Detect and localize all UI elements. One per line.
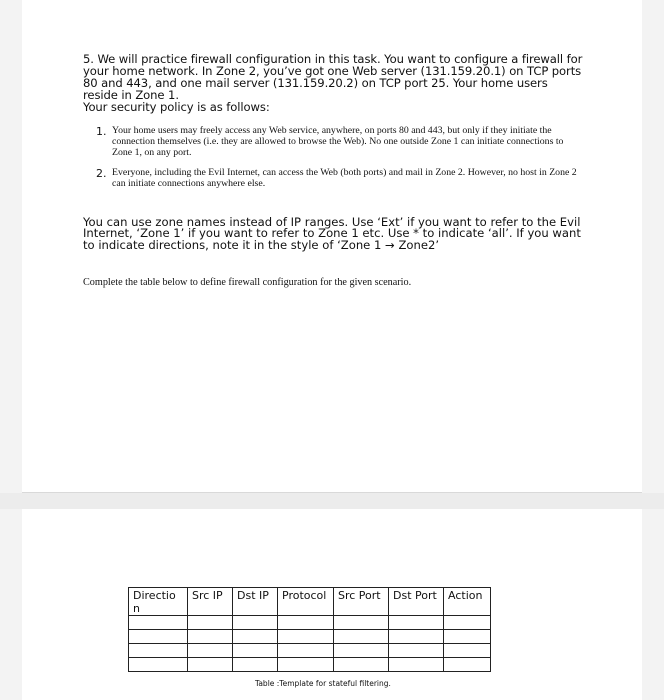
table-cell[interactable] [188, 630, 233, 644]
table-cell[interactable] [278, 616, 334, 630]
table-cell[interactable] [389, 658, 444, 672]
table-cell[interactable] [233, 658, 278, 672]
table-cell[interactable] [188, 616, 233, 630]
table-cell[interactable] [389, 616, 444, 630]
table-cell[interactable] [444, 630, 491, 644]
table-cell[interactable] [444, 658, 491, 672]
rule-text: Everyone, including the Evil Internet, can access the Web (both ports) and mail in Zone 2. However, no host in Zone 2 can initiate connections anywhere else. [112, 167, 577, 189]
table-cell[interactable] [233, 630, 278, 644]
policy-rule [96, 125, 586, 158]
table-cell[interactable] [444, 616, 491, 630]
zone-note: You can use zone names instead of IP ranges. Use ‘Ext’ if you want to refer to the Evil Internet, ‘Zone 1’ if you want to refer to Zone 1 etc. Use * to indicate ‘all’. If you want to indicate directions, note it in the style of ‘Zone 1 → Zone2’ [83, 214, 581, 252]
table-cell[interactable] [129, 616, 188, 630]
table-cell[interactable] [278, 658, 334, 672]
question-intro: 5. We will practice firewall configuration in this task. You want to configure a firewall for your home network. In Zone 2, you’ve got one Web server (131.159.20.1) on TCP ports 80 and 443, and one mail server (131.159.20.2) on TCP port 25. Your home users reside in Zone 1. [83, 52, 583, 102]
rule-number: 2. [96, 167, 107, 180]
header-direction: Directio n [129, 588, 188, 616]
rule-number: 1. [96, 125, 107, 138]
question-block [83, 53, 583, 113]
rule-text: Your home users may freely access any Web service, anywhere, on ports 80 and 443, but only if they initiate the connection themselves (i.e. they are allowed to browse the Web). No one outside Zone 1 can initiate connections to Zone 1, on any port. [112, 125, 564, 158]
table-caption: Table :Template for stateful filtering. [255, 679, 391, 688]
page-margin-right [642, 0, 664, 700]
header-src-ip: Src IP [188, 588, 233, 616]
table-cell[interactable] [188, 644, 233, 658]
table-row [129, 630, 491, 644]
header-action: Action [444, 588, 491, 616]
table-cell[interactable] [129, 658, 188, 672]
table-cell[interactable] [334, 630, 389, 644]
table-row [129, 658, 491, 672]
table-cell[interactable] [129, 644, 188, 658]
table-cell[interactable] [389, 630, 444, 644]
header-dst-port: Dst Port [389, 588, 444, 616]
table-cell[interactable] [129, 630, 188, 644]
policy-rule [96, 167, 586, 189]
table-cell[interactable] [233, 616, 278, 630]
firewall-table [128, 587, 491, 672]
policy-heading: Your security policy is as follows: [83, 100, 270, 114]
page-margin-left [0, 0, 22, 700]
table-cell[interactable] [444, 644, 491, 658]
header-src-port: Src Port [334, 588, 389, 616]
policy-rules [96, 125, 586, 198]
table-cell[interactable] [334, 616, 389, 630]
page-break [0, 493, 664, 509]
table-instruction: Complete the table below to define firewall configuration for the given scenario. [83, 277, 412, 288]
table-cell[interactable] [188, 658, 233, 672]
table-row [129, 644, 491, 658]
table-cell[interactable] [233, 644, 278, 658]
table-header-row [129, 588, 491, 616]
table-cell[interactable] [334, 658, 389, 672]
table-cell[interactable] [278, 630, 334, 644]
header-dst-ip: Dst IP [233, 588, 278, 616]
table-cell[interactable] [334, 644, 389, 658]
header-protocol: Protocol [278, 588, 334, 616]
table-row [129, 616, 491, 630]
table-cell[interactable] [389, 644, 444, 658]
table-cell[interactable] [278, 644, 334, 658]
